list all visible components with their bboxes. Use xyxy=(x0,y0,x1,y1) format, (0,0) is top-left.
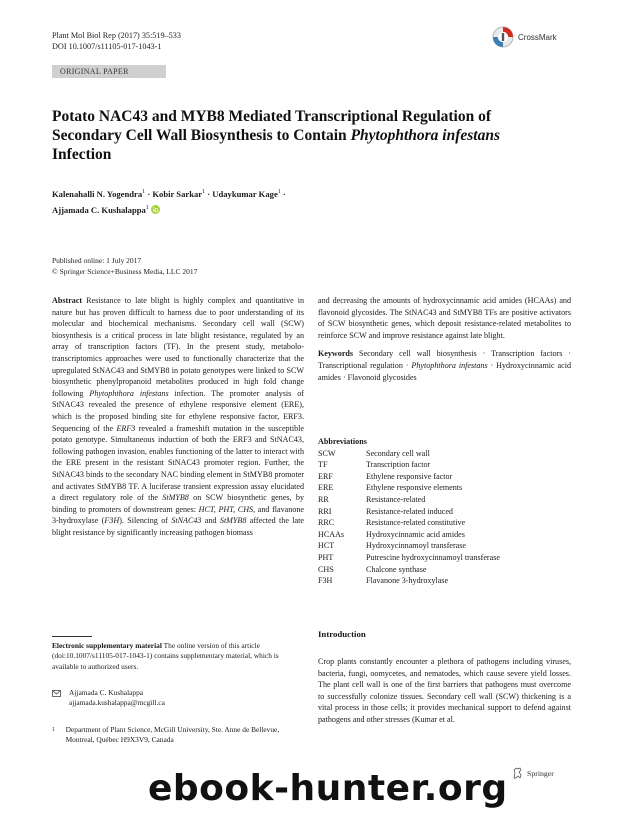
list-item: CHS Chalcone synthase xyxy=(318,564,427,574)
abbreviations-table xyxy=(318,448,500,587)
introduction-text: Crop plants constantly encounter a plethora of pathogens including viruses, bacteria, fungi, oomycetes, and nematodes, which cause severe yield losses. The plant cell wall is one of the first barriers that pathogens must overcome to successfully colonize tissues. Secondary cell wall (SCW) thickening is a vital process in those cells; it provides mechanical support to defend against pathogens and other stresses (Kumar et al. xyxy=(318,657,571,724)
abbreviations xyxy=(318,436,571,587)
corresponding-author xyxy=(52,688,292,709)
author-list: Kalenahalli N. Yogendra$^1$ · Kobir Sarkar$^1$ · Udaykumar Kage$^1$ · Ajjamada C. Kushalappa$^1$ xyxy=(52,188,286,215)
list-item: RRI Resistance-related induced xyxy=(318,506,453,516)
list-item: RRC Resistance-related constitutive xyxy=(318,518,466,528)
watermark: ebook-hunter.org xyxy=(148,768,508,809)
list-item: SCW Secondary cell wall xyxy=(318,448,430,458)
copyright-line: © Springer Science+Business Media, LLC 2017 xyxy=(52,266,198,276)
supplementary-note: Electronic supplementary material The online version of this article (doi:10.1007/s11105-017-1043-1) contains supplementary material, which is available to authorized users. xyxy=(52,641,279,671)
springer-logo: Springer xyxy=(512,767,554,779)
publication-info xyxy=(52,256,197,277)
abbreviations-heading: Abbreviations xyxy=(318,437,367,446)
paper-title: Potato NAC43 and MYB8 Mediated Transcriptional Regulation of Secondary Cell Wall Biosynthesis to Contain Phytophthora infestans Infection xyxy=(52,108,500,163)
author-name[interactable]: Kobir Sarkar$^1$ xyxy=(152,188,206,199)
crossmark-badge[interactable] xyxy=(492,26,557,48)
abstract-continuation: and decreasing the amounts of hydroxycinnamic acid amides (HCAAs) and flavonoid glycosides. The StNAC43 and StMYB8 TFs are positive activators of SCW biosynthetic genes, which deposit resistance-related metabolites to reinforce SCW and improve resistance against late blight. Keywords Secondary cell wall biosynthesis · Transcription factors · Transcriptional regulation · Phytophthora infestans · Hydroxycinnamic acid amides · Flavonoid glycosides xyxy=(318,296,571,382)
affiliation xyxy=(52,725,292,746)
doi-line[interactable]: DOI 10.1007/s11105-017-1043-1 xyxy=(52,42,162,51)
springer-horse-icon xyxy=(512,767,524,779)
crossmark-icon xyxy=(492,26,514,48)
list-item: RR Resistance-related xyxy=(318,494,426,504)
published-date: Published online: 1 July 2017 xyxy=(52,256,142,265)
author-name[interactable]: Kalenahalli N. Yogendra$^1$ xyxy=(52,188,146,199)
footnote-divider xyxy=(52,636,92,637)
list-item: F3H Flavanone 3-hydroxylase xyxy=(318,576,449,586)
list-item: ERE Ethylene responsive elements xyxy=(318,483,463,493)
envelope-icon xyxy=(52,690,61,697)
author-name[interactable]: Udaykumar Kage$^1$ xyxy=(212,188,281,199)
orcid-icon[interactable] xyxy=(151,205,160,214)
crossmark-label: CrossMark xyxy=(518,32,557,42)
journal-citation: Plant Mol Biol Rep (2017) 35:519–533 xyxy=(52,31,181,40)
list-item: PHT Putrescine hydroxycinnamoyl transferase xyxy=(318,552,500,562)
abstract-label: Abstract xyxy=(52,296,83,305)
list-item: TF Transcription factor xyxy=(318,460,431,470)
introduction-heading: Introduction xyxy=(318,629,366,639)
keywords: Keywords Secondary cell wall biosynthesis · Transcription factors · Transcriptional regulation · Phytophthora infestans · Hydroxycinnamic acid amides · Flavonoid glycosides xyxy=(318,349,571,382)
article-type-badge: ORIGINAL PAPER xyxy=(52,65,166,78)
corresponding-name: Ajjamada C. Kushalappa xyxy=(69,688,144,697)
journal-header xyxy=(52,30,181,52)
list-item: HCAAs Hydroxycinnamic acid amides xyxy=(318,529,465,539)
abstract: Abstract Resistance to late blight is highly complex and quantitative in nature but has proven difficult to harness due to poor understanding of its molecular and biochemical mechanisms. Secondary cell wall (SCW) biosynthesis is a critical process in late blight resistance, regulated by an array of transcription factors (TF). In the present study, metabolo-transcriptomics approaches were used to functionally characterize that the upregulated StNAC43 and StMYB8 in potato genotypes were linked to SCW biosynthetic phenylpropanoid metabolites produced in high fold change following Phytophthora infestans infection. The promoter analysis of StNAC43 revealed the presence of ethylene responsive element (ERE), which is the proposed binding site for ethylene responsive factor, ERF3. Sequencing of the ERF3 revealed a frameshift mutation in the susceptible potato genotype. Simultaneous induction of both the ERF3 and StNAC43, following pathogen invasion, enables functioning of the latter to interact with the ERE present in the resistant StNAC43 promoter region. Further, the StNAC43 binds to the secondary NAC binding element in StMYB8 promoter and activates StMYB8 TF. A luciferase transient expression assay elucidated a direct regulatory role of the StMYB8 on SCW biosynthetic genes, by binding to promoters of downstream genes: HCT, PHT, CHS, and flavanone 3-hydroxylase (F3H). Silencing of StNAC43 and StMYB8 affected the late blight resistance by significantly increasing pathogen biomass xyxy=(52,296,305,537)
affiliation-number: 1 xyxy=(52,727,55,733)
list-item: HCT Hydroxycinnamoyl transferase xyxy=(318,541,467,551)
author-name[interactable]: Ajjamada C. Kushalappa$^1$ xyxy=(52,204,149,215)
affiliation-text: Department of Plant Science, McGill University, Ste. Anne de Bellevue, Montreal, Québec H9X3V9, Canada xyxy=(65,725,280,745)
list-item: ERF Ethylene responsive factor xyxy=(318,471,453,481)
email-link[interactable]: ajjamada.kushalappa@mcgill.ca xyxy=(69,698,165,708)
